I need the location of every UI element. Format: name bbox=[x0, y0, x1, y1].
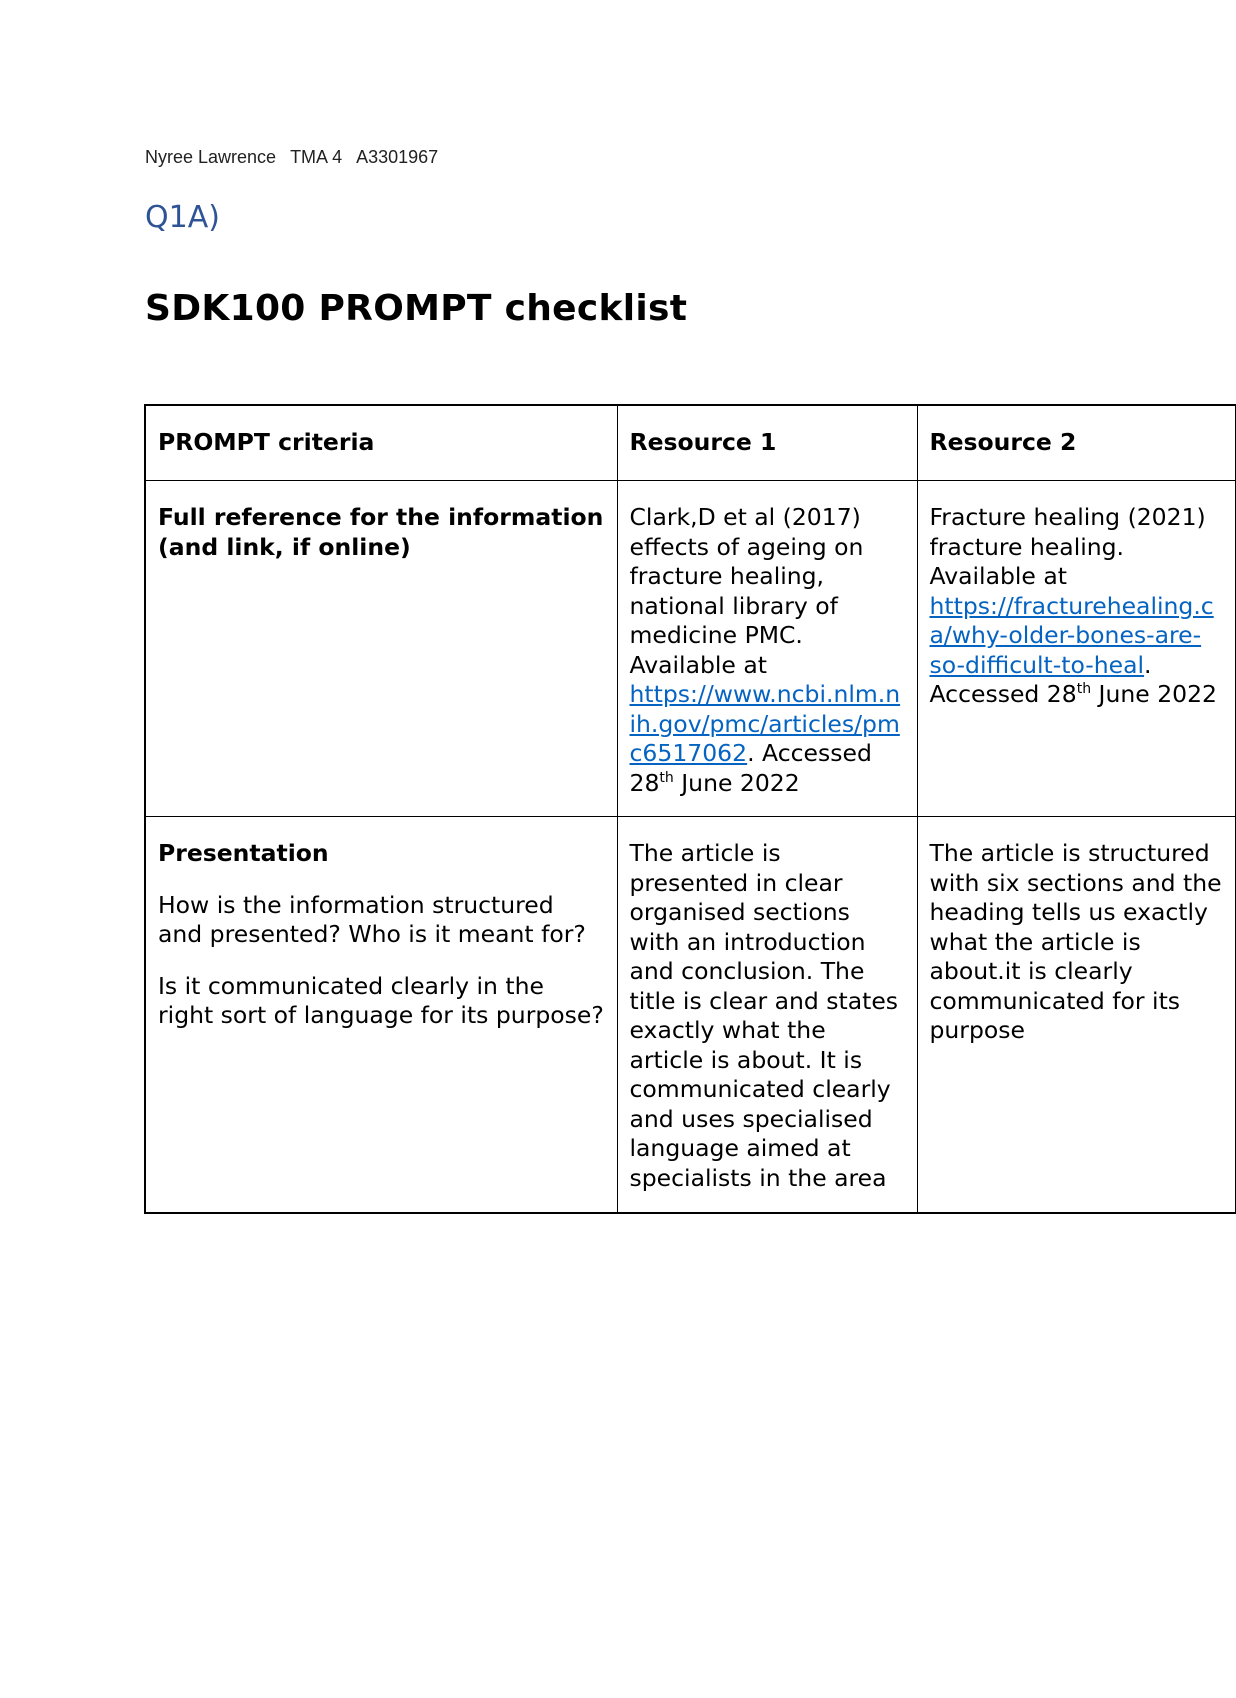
header-prompt-criteria: PROMPT criteria bbox=[145, 405, 617, 481]
resource-2-ordinal-suffix: th bbox=[1076, 681, 1092, 698]
resource-1-reference-text: Clark,D et al (2017) effects of ageing on fracture healing, national library of medicine PMC. Available at bbox=[629, 503, 864, 679]
resource-2-presentation: The article is structured with six sections and the heading tells us exactly what the article is about.it is clearly communicated for its purpose bbox=[917, 817, 1235, 1214]
resource-1-link[interactable]: https://www.ncbi.nlm.nih.gov/pmc/articles/pmc6517062 bbox=[629, 680, 901, 767]
resource-1-ordinal-suffix: th bbox=[659, 769, 674, 786]
criterion-presentation-question-2: Is it communicated clearly in the right sort of language for its purpose? bbox=[158, 971, 604, 1029]
resource-1-accessed-date: June 2022 bbox=[673, 768, 800, 797]
page-title: SDK100 PROMPT checklist bbox=[145, 288, 688, 329]
resource-2-accessed-text: . Accessed 28 bbox=[929, 650, 1152, 708]
criterion-presentation-question-1: How is the information structured and presented? Who is it meant for? bbox=[158, 890, 586, 948]
header-resource-1: Resource 1 bbox=[617, 405, 917, 481]
resource-1-reference bbox=[617, 481, 917, 817]
header-resource-2: Resource 2 bbox=[917, 405, 1235, 481]
resource-2-link[interactable]: https://fracturehealing.ca/why-older-bones-are-so-difficult-to-heal bbox=[929, 591, 1214, 679]
criterion-presentation bbox=[145, 817, 617, 1214]
document-header bbox=[145, 147, 452, 168]
table-row-presentation bbox=[145, 817, 1235, 1214]
resource-1-accessed-text: . Accessed 28 bbox=[629, 739, 872, 797]
criterion-presentation-label: Presentation bbox=[158, 839, 329, 867]
criterion-full-reference: Full reference for the information (and link, if online) bbox=[145, 481, 617, 817]
prompt-checklist-table bbox=[144, 404, 1236, 1214]
student-id: A3301967 bbox=[356, 147, 439, 167]
question-heading: Q1A) bbox=[145, 200, 220, 235]
assignment-label: TMA 4 bbox=[290, 147, 343, 167]
resource-2-reference bbox=[917, 481, 1235, 817]
table-header-row bbox=[145, 405, 1235, 481]
resource-2-accessed-date: June 2022 bbox=[1091, 680, 1218, 708]
resource-2-reference-text: Fracture healing (2021) fracture healing. Available at bbox=[929, 503, 1206, 590]
table-row-reference bbox=[145, 481, 1235, 817]
author-name: Nyree Lawrence bbox=[145, 147, 277, 167]
resource-1-presentation: The article is presented in clear organised sections with an introduction and conclusion. The title is clear and states exactly what the article is about. It is communicated clearly and uses specialised language aimed at specialists in the area bbox=[617, 817, 917, 1214]
